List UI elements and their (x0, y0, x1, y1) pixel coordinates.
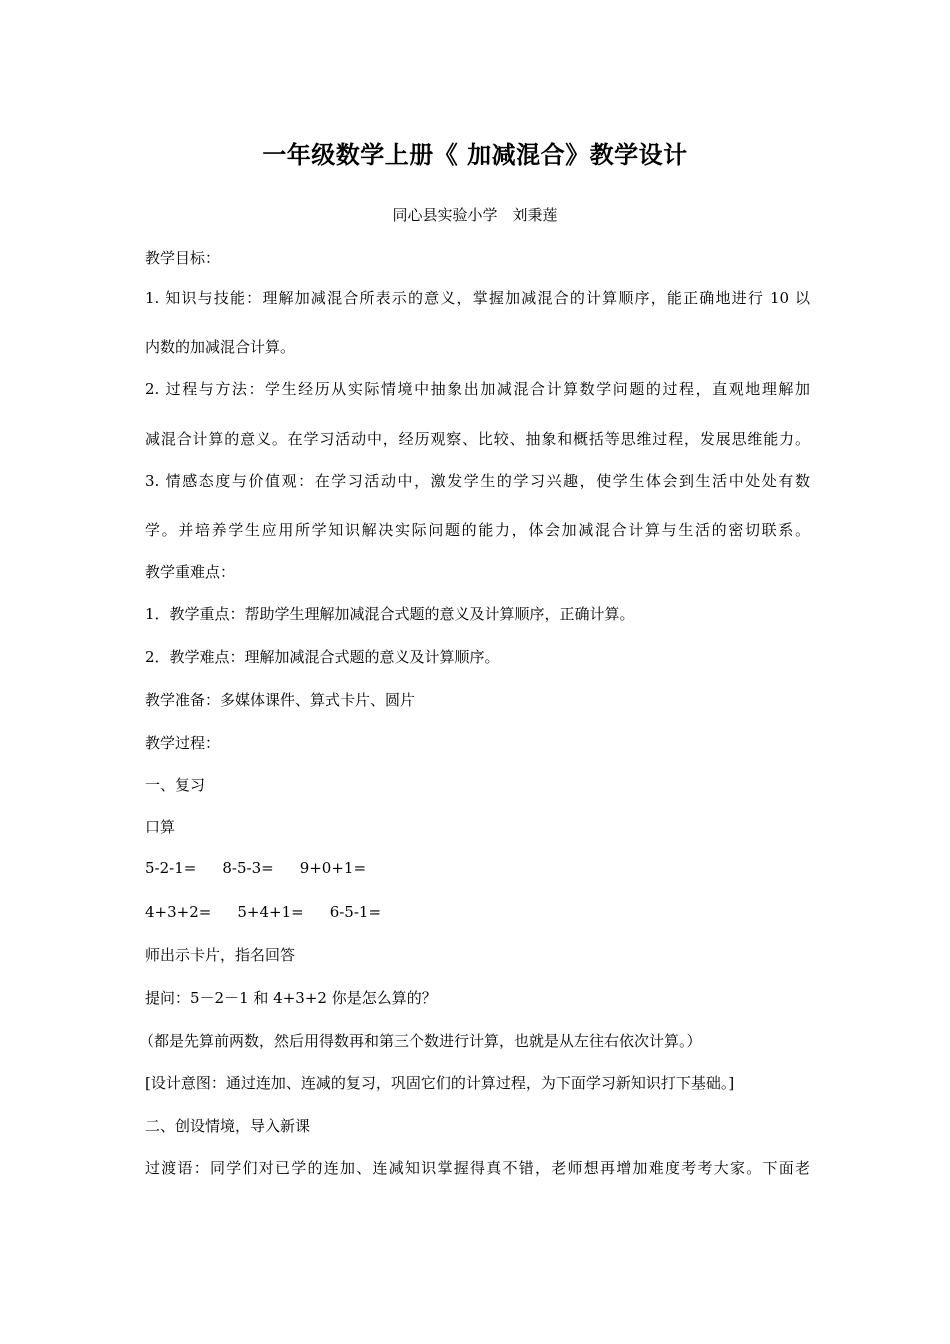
key-points-heading: 教学重难点： (145, 563, 236, 581)
exercise-item: 8-5-3= (222, 859, 274, 877)
oral-calculation-label: 口算 (145, 818, 176, 836)
objective-1-line-2: 内数的加减混合计算。 (145, 338, 296, 356)
exercise-item: 4+3+2= (145, 903, 212, 921)
transition-text: 过渡语：同学们对已学的连加、连减知识掌握得真不错，老师想再增加难度考考大家。下面老 (145, 1159, 810, 1177)
objective-3-line-2: 学。并培养学生应用所学知识解决实际问题的能力，体会加减混合计算与生活的密切联系。 (145, 521, 810, 539)
question-text: 提问：5－2－1 和 4+3+2 你是怎么算的？ (145, 989, 437, 1007)
objective-2-line-1: 2. 过程与方法：学生经历从实际情境中抽象出加减混合计算数学问题的过程，直观地理解加 (145, 380, 810, 398)
exercise-item: 9+0+1= (299, 859, 367, 877)
author-line: 同心县实验小学 刘秉莲 (392, 206, 558, 224)
objective-3-line-1: 3. 情感态度与价值观：在学习活动中，激发学生的学习兴趣，使学生体会到生活中处处有数 (145, 472, 810, 490)
exercise-item: 6-5-1= (329, 903, 382, 921)
objective-1-line-1: 1. 知识与技能：理解加减混合所表示的意义，掌握加减混合的计算顺序，能正确地进行 10 以 (145, 289, 810, 307)
teacher-cards-text: 师出示卡片，指名回答 (145, 946, 296, 964)
objectives-heading: 教学目标： (145, 249, 221, 267)
teaching-preparation: 教学准备：多媒体课件、算式卡片、圆片 (145, 691, 416, 709)
key-point-2: 2．教学难点：理解加减混合式题的意义及计算顺序。 (145, 648, 500, 666)
exercise-item: 5+4+1= (237, 903, 304, 921)
exercise-row-1 (145, 858, 810, 878)
objective-2-line-2: 减混合计算的意义。在学习活动中，经历观察、比较、抽象和概括等思维过程，发展思维能力。 (145, 430, 810, 448)
answer-text: （都是先算前两数，然后用得数再和第三个数进行计算，也就是从左往右依次计算。） (139, 1032, 702, 1050)
document-title: 一年级数学上册《 加减混合》教学设计 (262, 140, 688, 169)
section-situation-heading: 二、创设情境，导入新课 (145, 1117, 311, 1135)
exercise-item: 5-2-1= (145, 859, 197, 877)
exercise-row-2 (145, 902, 810, 922)
process-heading: 教学过程： (145, 734, 221, 752)
key-point-1: 1．教学重点：帮助学生理解加减混合式题的意义及计算顺序，正确计算。 (145, 605, 635, 623)
design-intent-text: [设计意图：通过连加、连减的复习，巩固它们的计算过程，为下面学习新知识打下基础。] (145, 1074, 735, 1092)
section-review-heading: 一、复习 (145, 776, 206, 794)
